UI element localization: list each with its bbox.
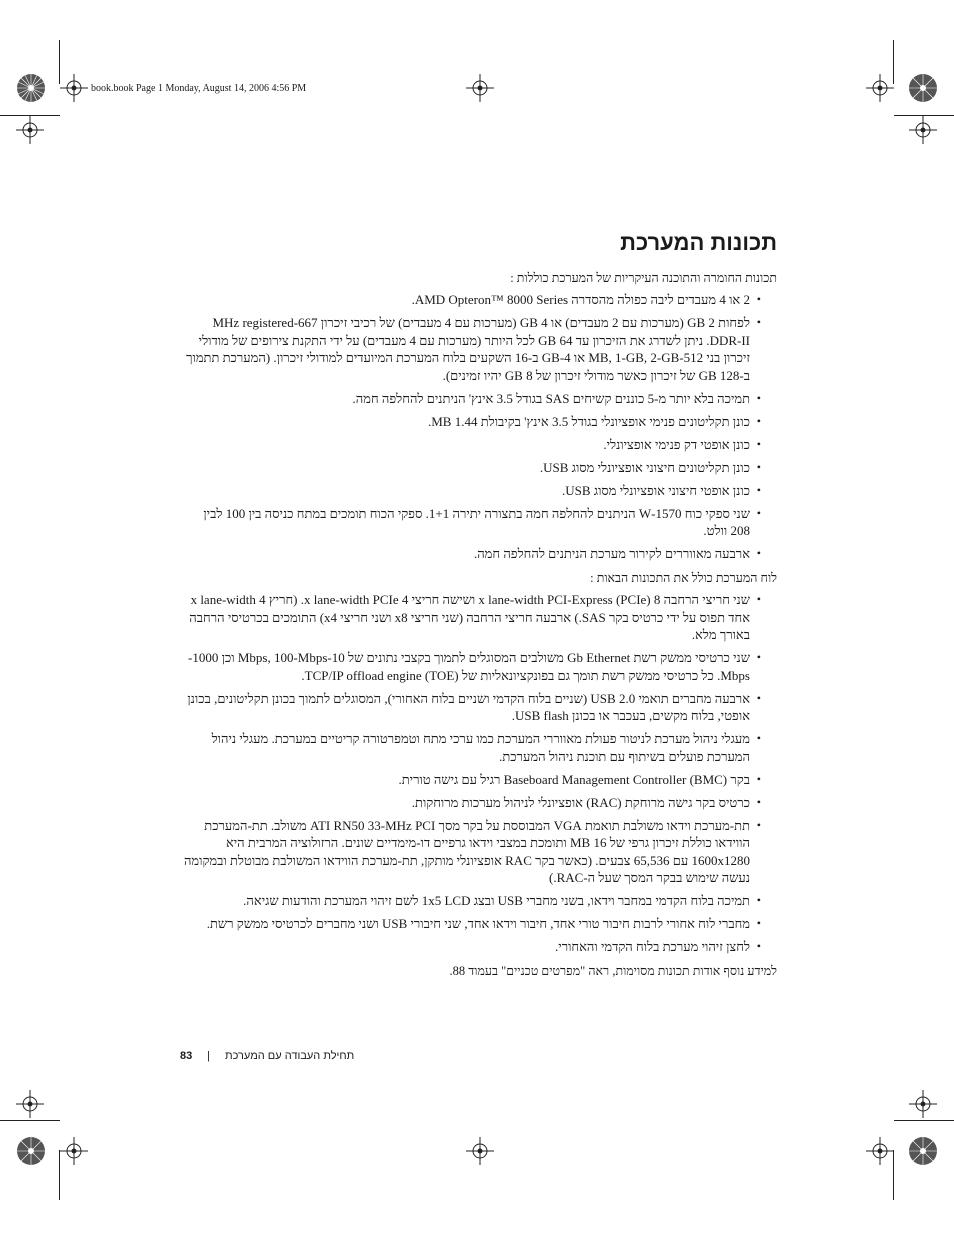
list-item: • תמיכה בלוח הקדמי במחבר וידאו, בשני מחברי USB ובצג 1x5 LCD לשם זיהוי המערכת והודעות שגיאה. [183,892,777,910]
trim-line-left-upper-h [0,115,60,116]
page-number: 83 [180,1050,193,1062]
trim-line-bottom-right-v [893,1150,894,1200]
list-item: • בקר Baseboard Management Controller (BMC) רגיל עם גישה טורית. [183,771,777,789]
registration-rosette-top-left [16,73,46,103]
crosshair-mark-top-right [866,74,894,102]
crosshair-mark-right-upper [909,116,937,144]
crosshair-mark-bottom-right [866,1137,894,1165]
list-item: • כונן אופטי חיצוני אופציונלי מסוג USB. [183,482,777,500]
list-item: • כונן אופטי דק פנימי אופציונלי. [183,436,777,454]
list-item: • כונן תקליטונים חיצוני אופציונלי מסוג USB. [183,459,777,477]
list-item: • תמיכה בלא יותר מ-5 כוננים קשיחים SAS בגודל 3.5 אינץ' הניתנים להחלפה חמה. [183,390,777,408]
list-item: • ארבעה מחברים תואמי USB 2.0 (שניים בלוח הקדמי ושניים בלוח האחורי), המסוגלים לתמוך בכונן תקליטונים, בכונן אופטי, בלוח מקשים, בעכבר או בכונן USB flash. [183,690,777,725]
list-item: • שני ספקי כוח 1570-W הניתנים להחלפה חמה בתצורה יתירה 1+1. ספקי הכוח תומכים במתח כניסה בין 100 לבין 208 וולט. [183,505,777,540]
list-item: • לפחות 2 GB (מערכות עם 2 מעבדים) או 4 GB (מערכות עם 4 מעבדים) של רכיבי זיכרון 667-MHz registered DDR-II. ניתן לשדרג את הזיכרון עד 64 GB לכל היותר (מערכות עם 4 מעבדים) על ידי התקנת צירופים של מודולי זיכרון בני 512-MB, 1-GB, 2-GB או 4-GB ב-16 השקעים בלוח המערכת המיועדים למודולי זיכרון. (המערכת תתמוך ב-128 GB של זיכרון כאשר מודולי זיכרון של 8 GB יהיו זמינים). [183,314,777,384]
crosshair-mark-top-center [466,74,494,102]
list-item: • תת-מערכת וידאו משולבת תואמת VGA המבוססת על בקר מסך ATI RN50 33-MHz PCI משולב. תת-המערכת הווידאו כוללת זיכרון גרפי של 16 MB ותומכת במצבי וידאו גרפיים דו-מימדיים שונים. הרזולוציה המרבית היא 1600x1280 עם 65,536 צבעים. (כאשר בקר RAC אופציונלי מותקן, תת-מערכת הווידאו המשולבת מבוטלת ובמקומה נעשה שימוש בבקר המסך שעל ה-RAC.) [183,817,777,887]
registration-rosette-top-right [908,73,938,103]
list-item: • מחברי לוח אחורי לרבות חיבור טורי אחד, חיבור וידאו אחד, שני חיבורי USB ושני מחברים לכרטיסי ממשק רשת. [183,915,777,933]
footer-chapter-title: תחילת העבודה עם המערכת [225,1050,355,1062]
page-title: תכונות המערכת [620,230,777,255]
trim-line-bottom-left-v [59,1150,60,1200]
list-item: • כרטיס בקר גישה מרוחקת (RAC) אופציונלי לניהול מערכות מרוחקות. [183,794,777,812]
registration-rosette-bottom-right [908,1136,938,1166]
list-item: • ארבעה מאווררים לקירור מערכת הניתנים להחלפה חמה. [183,545,777,563]
list-item: • מעגלי ניהול מערכת לניטור פעולת מאווררי המערכת כמו ערכי מתח וטמפרטורה קריטיים במערכת. מעגלי ניהול המערכת פועלים בשיתוף עם תוכנת ניהול המערכת. [183,730,777,765]
trim-line-right-lower-h [894,1120,954,1121]
features-list [183,291,777,563]
footer-separator: | [207,1050,210,1062]
print-header: book.book Page 1 Monday, August 14, 2006 4:56 PM [91,83,307,94]
trim-line-right-upper-h [894,115,954,116]
trim-line-top-left-v [59,40,60,84]
list-item: • לחצן זיהוי מערכת בלוח הקדמי והאחורי. [183,938,777,956]
crosshair-mark-right-lower [909,1090,937,1118]
crosshair-mark-top-left [60,74,88,102]
crosshair-mark-bottom-left [60,1137,88,1165]
more-info-note: למידע נוסף אודות תכונות מסוימות, ראה "מפרטים טכניים" בעמוד 88. [449,964,777,978]
registration-rosette-bottom-left [16,1136,46,1166]
crosshair-mark-left-upper [16,116,44,144]
features-intro: תכונות החומרה והתוכנה העיקריות של המערכת כוללות : [510,271,777,285]
crosshair-mark-bottom-center [466,1137,494,1165]
list-item: • כונן תקליטונים פנימי אופציונלי בגודל 3.5 אינץ' בקיבולת 1.44 MB. [183,413,777,431]
list-item: • שני כרטיסי ממשק רשת Gb Ethernet משולבים המסוגלים לתמוך בקצבי נתונים של 10-Mbps, 100-Mbps וכן 1000-Mbps. כל כרטיסי ממשק רשת תומך גם בפונקציונאליות של TCP/IP offload engine (TOE). [183,649,777,684]
list-item: • 2 או 4 מעבדים ליבה כפולה מהסדרה AMD Opteron™ 8000 Series. [183,291,777,309]
crosshair-mark-left-lower [16,1090,44,1118]
list-item: • שני חריצי הרחבה 8 x lane-width PCI-Express (PCIe) ושישה חריצי 4 x lane-width PCIe. (חריץ 4 x lane-width אחד תפוס על ידי כרטיס בקר SAS.) ארבעה חריצי הרחבה (שני חריצי x8 ושני חריצי x4) התומכים בכרטיסי הרחבה באורך מלא. [183,591,777,644]
main-content [183,228,777,994]
board-features-list [183,591,777,956]
board-features-intro: לוח המערכת כולל את התכונות הבאות : [590,571,777,585]
trim-line-top-right-v [893,40,894,84]
trim-line-left-lower-h [0,1120,60,1121]
